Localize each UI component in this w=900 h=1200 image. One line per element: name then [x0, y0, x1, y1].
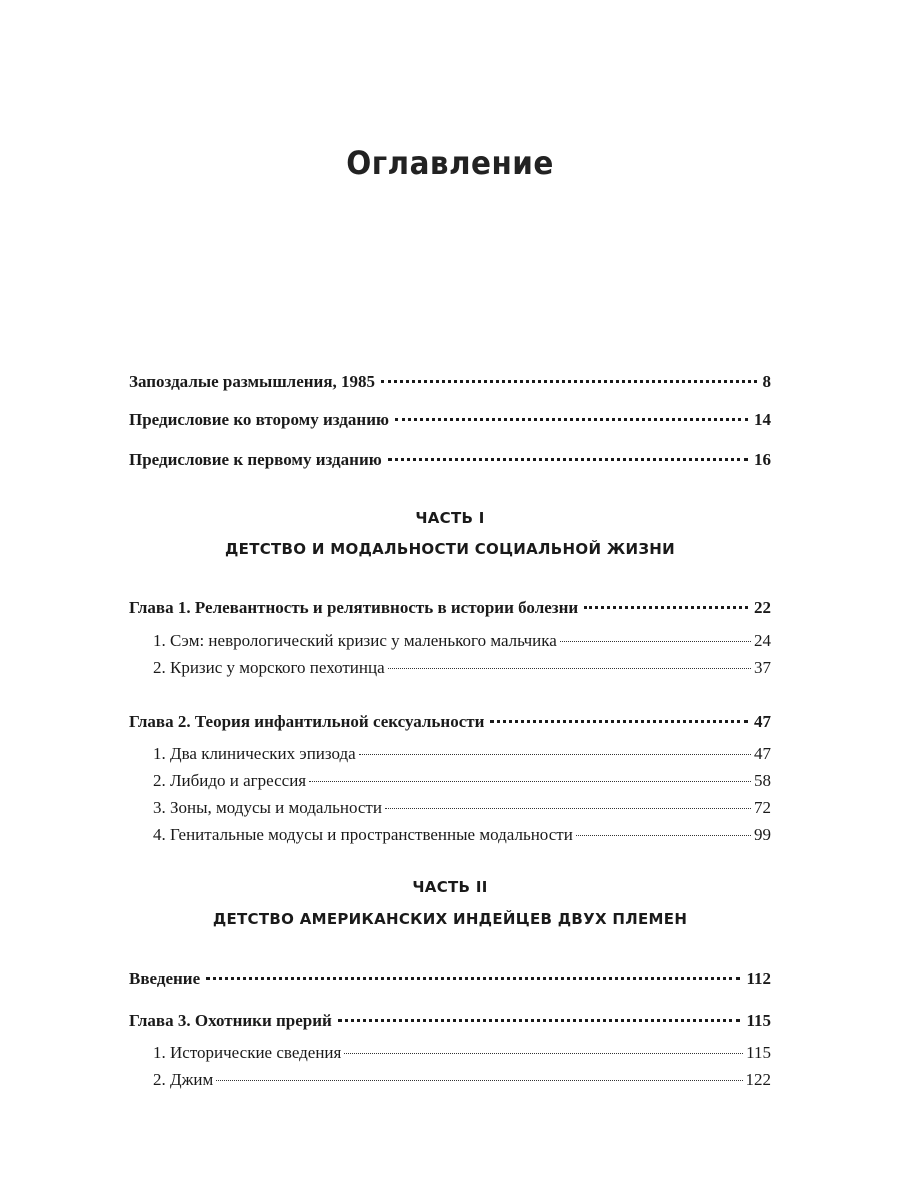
toc-entry-label: 1. Исторические сведения: [153, 1043, 342, 1062]
toc-section[interactable]: [153, 630, 771, 652]
dot-leader: [584, 602, 748, 609]
toc-page-number: 37: [754, 658, 771, 677]
toc-entry-label: 1. Сэм: неврологический кризис у маленького мальчика: [153, 631, 557, 650]
toc-section[interactable]: [153, 657, 771, 679]
toc-page-number: 122: [745, 1070, 771, 1089]
dot-leader: [385, 804, 751, 809]
toc-entry-label: Глава 2. Теория инфантильной сексуальности: [129, 712, 485, 731]
toc-page-number: 115: [746, 1011, 771, 1030]
toc-entry-preface-first[interactable]: [129, 449, 771, 471]
toc-chapter-2[interactable]: [129, 711, 771, 733]
toc-entry-label: Предисловие к первому изданию: [129, 450, 382, 469]
toc-page-number: 22: [754, 598, 771, 617]
dot-leader: [344, 1049, 743, 1054]
toc-page-number: 24: [754, 631, 771, 650]
toc-entry-introduction[interactable]: [129, 968, 771, 990]
dot-leader: [359, 750, 751, 755]
toc-chapter-1[interactable]: [129, 597, 771, 619]
dot-leader: [388, 664, 751, 669]
toc-section[interactable]: [153, 797, 771, 819]
page-title: Оглавление: [346, 144, 554, 182]
toc-page-number: 99: [754, 825, 771, 844]
toc-page-number: 72: [754, 798, 771, 817]
toc-entry-label: 2. Джим: [153, 1070, 214, 1089]
toc-entry-label: 2. Кризис у морского пехотинца: [153, 658, 385, 677]
toc-section[interactable]: [153, 1069, 771, 1091]
toc-entry-label: Введение: [129, 969, 201, 988]
toc-page-number: 58: [754, 771, 771, 790]
toc-entry-label: 4. Генитальные модусы и пространственные модальности: [153, 825, 573, 844]
part-1-title: ДЕТСТВО И МОДАЛЬНОСТИ СОЦИАЛЬНОЙ ЖИЗНИ: [224, 540, 675, 558]
dot-leader: [388, 454, 748, 461]
dot-leader: [490, 716, 748, 723]
dot-leader: [216, 1076, 742, 1081]
dot-leader: [395, 414, 748, 421]
toc-chapter-3[interactable]: [129, 1010, 771, 1032]
toc-page-number: 16: [754, 450, 771, 469]
part-1-number: ЧАСТЬ I: [415, 509, 485, 527]
toc-entry-preface-second[interactable]: [129, 409, 771, 431]
toc-section[interactable]: [153, 1042, 771, 1064]
toc-entry-label: 3. Зоны, модусы и модальности: [153, 798, 382, 817]
toc-page-number: 47: [754, 744, 771, 763]
toc-page-number: 14: [754, 410, 771, 429]
toc-entry-afterthoughts[interactable]: [129, 371, 771, 393]
toc-entry-label: Глава 3. Охотники прерий: [129, 1011, 332, 1030]
part-2-title: ДЕТСТВО АМЕРИКАНСКИХ ИНДЕЙЦЕВ ДВУХ ПЛЕМЕН: [212, 910, 688, 928]
toc-entry-label: Предисловие ко второму изданию: [129, 410, 389, 429]
part-2-number: ЧАСТЬ II: [412, 878, 488, 896]
toc-entry-label: 1. Два клинических эпизода: [153, 744, 356, 763]
dot-leader: [576, 831, 751, 836]
toc-section[interactable]: [153, 770, 771, 792]
dot-leader: [560, 637, 751, 642]
dot-leader: [309, 777, 751, 782]
toc-page-number: 8: [762, 372, 771, 391]
toc-section[interactable]: [153, 743, 771, 765]
dot-leader: [206, 973, 740, 980]
toc-entry-label: Запоздалые размышления, 1985: [129, 372, 376, 391]
toc-entry-label: Глава 1. Релевантность и релятивность в истории болезни: [129, 598, 579, 617]
dot-leader: [381, 376, 756, 383]
toc-page-number: 47: [754, 712, 771, 731]
toc-entry-label: 2. Либидо и агрессия: [153, 771, 307, 790]
dot-leader: [338, 1015, 741, 1022]
toc-section[interactable]: [153, 824, 771, 846]
toc-page-number: 115: [746, 1043, 771, 1062]
toc-page-number: 112: [746, 969, 771, 988]
